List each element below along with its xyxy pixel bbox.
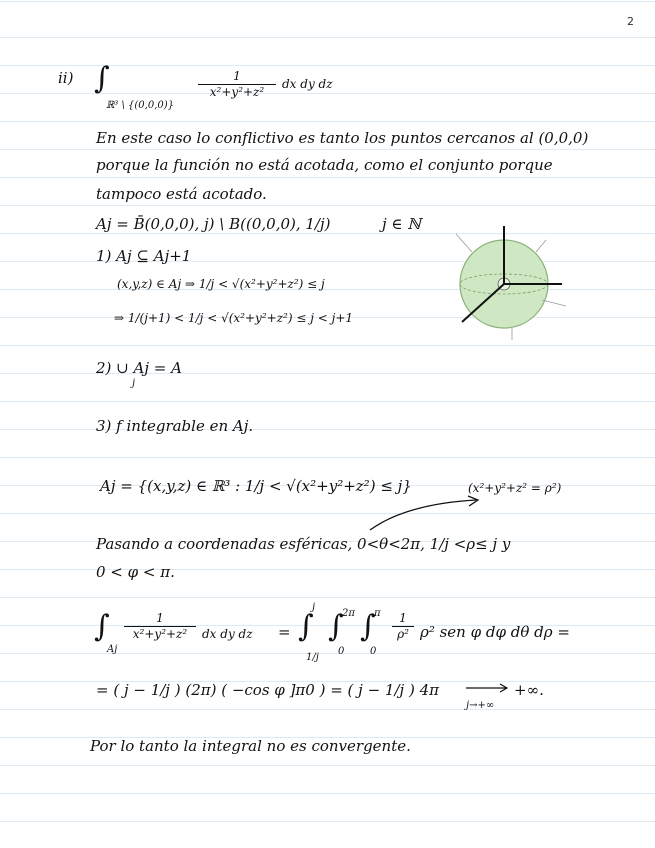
para1-line3: tampoco está acotado. xyxy=(96,185,267,203)
arrow-path xyxy=(370,500,476,530)
theta-upper-limit: 2π xyxy=(342,608,355,619)
rho-upper-limit: j xyxy=(312,602,316,613)
ray-nw xyxy=(456,234,472,252)
rhs-denominator: ρ² xyxy=(397,627,409,641)
aj-definition: Aj = B̄(0,0,0), j) \ B((0,0,0), 1/j) xyxy=(96,215,331,233)
step-3: 3) f integrable en Aj. xyxy=(96,417,254,435)
lhs-fraction xyxy=(124,612,196,641)
sphere-figure xyxy=(442,222,572,342)
phi-upper-limit: π xyxy=(374,608,381,619)
integrand-numerator: 1 xyxy=(233,69,241,83)
limit-subscript: j→+∞ xyxy=(466,700,495,711)
spherical-line2: 0 < φ < π. xyxy=(96,563,175,581)
integrand-denominator: x²+y²+z² xyxy=(209,85,265,99)
result-line: = ( j − 1/j ) (2π) ( −cos φ ]π0 ) = ( j − 1/j ) 4π xyxy=(96,681,439,699)
phi-integral-sign: ∫ xyxy=(360,609,376,644)
rhs-fraction xyxy=(392,612,414,641)
integral-differential: dx dy dz xyxy=(282,77,333,91)
arrow-curve xyxy=(366,494,486,534)
integral-domain: ℝ³ \ {(0,0,0)} xyxy=(106,100,175,111)
integrand-fraction xyxy=(198,70,276,99)
lhs-numerator: 1 xyxy=(156,611,164,625)
lhs-differential: dx dy dz xyxy=(202,627,253,641)
para1-line1: En este caso lo conflictivo es tanto los puntos cercanos al (0,0,0) xyxy=(96,129,589,147)
theta-integral-sign: ∫ xyxy=(328,609,344,644)
rho-note: (x²+y²+z² = ρ²) xyxy=(468,481,562,495)
equals-sign: = xyxy=(278,623,291,641)
step-1-line-b: ⇒ 1/(j+1) < 1/j < √(x²+y²+z²) ≤ j < j+1 xyxy=(114,311,354,325)
rhs-integrand: ρ² sen φ dφ dθ dρ = xyxy=(420,623,570,641)
para1-line2: porque la función no está acotada, como el conjunto porque xyxy=(96,156,553,174)
spherical-line1: Pasando a coordenadas esféricas, 0<θ<2π, 1/j <ρ≤ j y xyxy=(96,535,511,553)
rho-lower-limit: 1/j xyxy=(306,652,319,663)
rho-integral-sign: ∫ xyxy=(298,609,314,644)
step-1-line-a: (x,y,z) ∈ Aj ⇒ 1/j < √(x²+y²+z²) ≤ j xyxy=(117,277,325,291)
integral-sign: ∫ xyxy=(94,61,110,96)
rhs-numerator: 1 xyxy=(399,611,407,625)
lhs-denominator: x²+y²+z² xyxy=(132,627,188,641)
step-2-union-index: j xyxy=(132,378,136,389)
lhs-integral-domain: Aj xyxy=(107,644,118,655)
page-number: 2 xyxy=(627,15,634,28)
limit-value: +∞. xyxy=(514,681,544,699)
item-label: ii) xyxy=(58,69,74,87)
step-1: 1) Aj ⊆ Aj+1 xyxy=(96,247,192,265)
limit-arrow xyxy=(464,682,510,694)
aj-index: j ∈ ℕ xyxy=(382,215,422,233)
lhs-integral-sign: ∫ xyxy=(94,609,110,644)
ray-se xyxy=(542,300,566,306)
theta-lower-limit: 0 xyxy=(338,646,345,657)
conclusion: Por lo tanto la integral no es convergente. xyxy=(90,737,411,755)
phi-lower-limit: 0 xyxy=(370,646,377,657)
ray-ne xyxy=(536,240,546,252)
step-2: 2) ∪ Aj = A xyxy=(96,359,182,377)
aj-set: Aj = {(x,y,z) ∈ ℝ³ : 1/j < √(x²+y²+z²) ≤ j} xyxy=(100,477,412,495)
